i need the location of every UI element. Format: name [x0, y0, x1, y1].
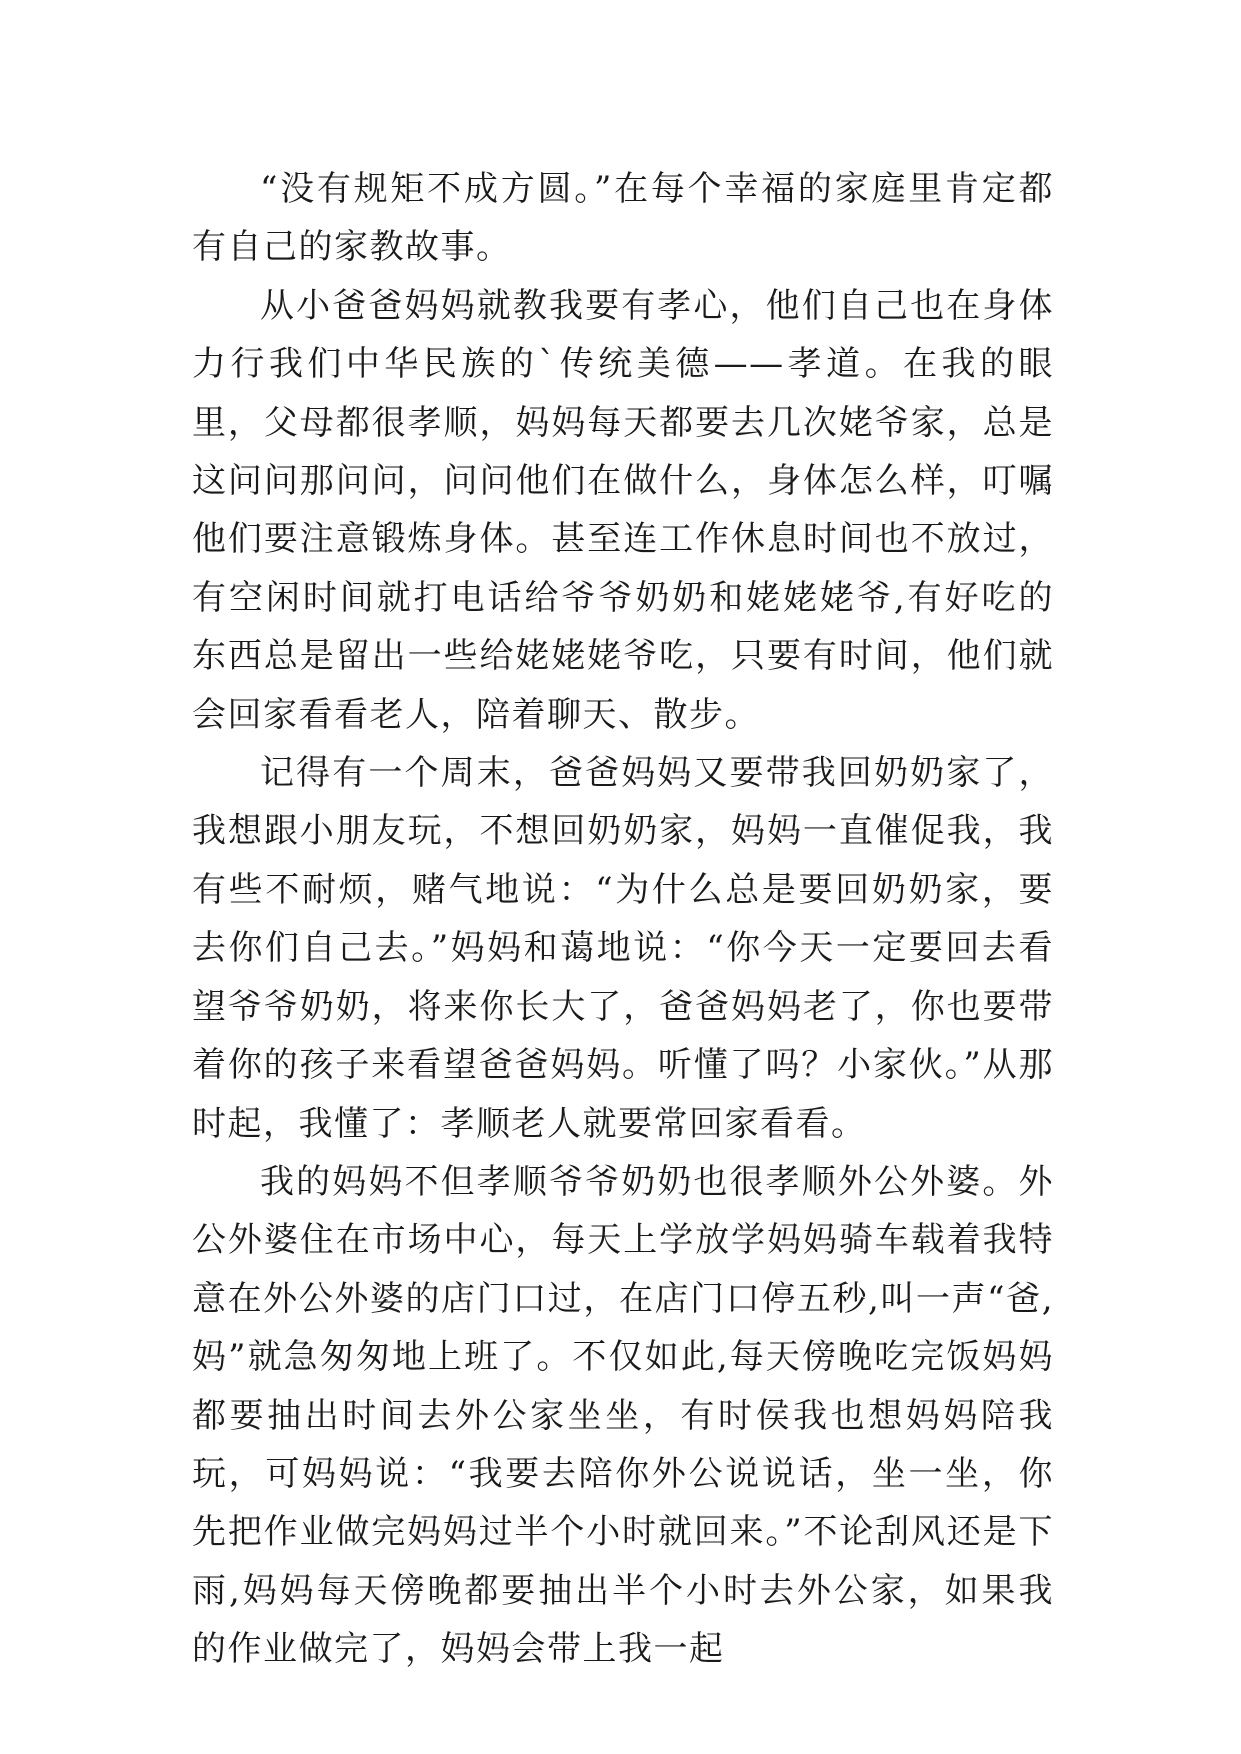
- paragraph-2: 从小爸爸妈妈就教我要有孝心，他们自己也在身体力行我们中华民族的`传统美德——孝道。在我的眼里，父母都很孝顺，妈妈每天都要去几次姥爷家，总是这问问那问问，问问他们在做什么，身体怎么样，叮嘱他们要注意锻炼身体。甚至连工作休息时间也不放过，有空闲时间就打电话给爷爷奶奶和姥姥姥爷,有好吃的东西总是留出一些给姥姥姥爷吃，只要有时间，他们就会回家看看老人，陪着聊天、散步。: [192, 285, 1054, 735]
- paragraph-1: “没有规矩不成方圆。”在每个幸福的家庭里肯定都有自己的家教故事。: [192, 169, 1054, 268]
- paragraph-3: 记得有一个周末，爸爸妈妈又要带我回奶奶家了，我想跟小朋友玩，不想回奶奶家，妈妈一直催促我，我有些不耐烦，赌气地说：“为什么总是要回奶奶家，要去你们自己去。”妈妈和蔼地说：“你今天一定要回去看望爷爷奶奶，将来你长大了，爸爸妈妈老了，你也要带着你的孩子来看望爸爸妈妈。听懂了吗？小家伙。”从那时起，我懂了：孝顺老人就要常回家看看。: [192, 753, 1054, 1144]
- document-body: [192, 160, 1054, 1679]
- paragraph-4: 我的妈妈不但孝顺爷爷奶奶也很孝顺外公外婆。外公外婆住在市场中心，每天上学放学妈妈骑车载着我特意在外公外婆的店门口过，在店门口停五秒,叫一声“爸,妈”就急匆匆地上班了。不仅如此,每天傍晚吃完饭妈妈都要抽出时间去外公家坐坐，有时侯我也想妈妈陪我玩，可妈妈说：“我要去陪你外公说说话，坐一坐，你先把作业做完妈妈过半个小时就回来。”不论刮风还是下雨,妈妈每天傍晚都要抽出半个小时去外公家，如果我的作业做完了，妈妈会带上我一起: [192, 1161, 1054, 1670]
